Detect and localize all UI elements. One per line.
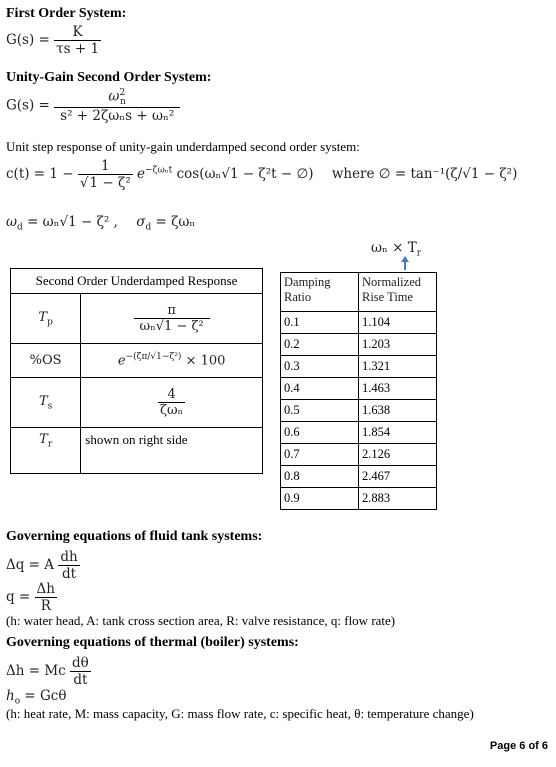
num-sup: 2 [119,88,126,98]
damping-ratio-cell: 0.3 [281,356,359,378]
step-cos-part: cos(ωₙ√1 − ζ²t − ∅) [176,166,314,182]
annotation-sub: r [416,248,422,259]
fluid-eq1-lhs: Δq = A [6,557,55,573]
rise-time-row [281,466,437,488]
second-order-fraction [54,88,180,124]
rise-time-cell: 2.883 [359,488,437,510]
damping-ratio-cell: 0.4 [281,378,359,400]
tp-symbol: T [38,309,48,325]
rise-time-row [281,334,437,356]
tp-num: π [167,303,176,318]
wd-rest: = ωₙ√1 − ζ² , [22,214,118,230]
second-order-num [54,88,180,107]
tp-sub: p [47,317,53,328]
thermal-eq2-h: h [6,688,15,704]
damping-ratio-cell: 0.9 [281,488,359,510]
rise-time-cell: 1.321 [359,356,437,378]
rise-time-cell: 1.463 [359,378,437,400]
first-order-num: K [72,24,83,40]
damping-ratio-cell: 0.2 [281,334,359,356]
os-label: %OS [11,344,81,378]
sd-term: $\sigma_d = \zeta\omega_n$ [136,214,196,233]
step-frac-den: √1 − ζ² [79,175,131,191]
page-number: Page 6 of 6 [489,740,548,752]
num-sub: n [120,97,126,108]
omega-n: ω [108,88,120,105]
tp-label [11,294,81,344]
ts-num: 4 [167,387,176,402]
first-order-lhs: G(s) = [6,32,50,48]
damping-ratio-cell: 0.6 [281,422,359,444]
tr-sub: r [47,439,53,450]
first-order-fraction [54,24,101,57]
thermal-eq2-sub: o [14,696,21,707]
rise-time-table [280,272,437,510]
fluid-eq2 [6,581,57,614]
sd-symbol: σ [136,214,146,230]
fluid-note: (h: water head, A: tank cross section area, R: valve resistance, q: flow rate) [6,613,396,628]
ts-sub: s [47,401,53,412]
tr-formula: shown on right side [81,428,263,474]
os-exp: −(ζπ/√1−ζ²) [125,352,182,363]
second-order-den: s² + 2ζωₙs + ωₙ² [54,107,180,124]
rise-time-row [281,378,437,400]
rise-time-cell: 2.467 [359,466,437,488]
rise-time-row [281,312,437,334]
left-table-header: Second Order Underdamped Response [11,269,263,294]
step-fraction [78,158,133,191]
step-response-intro: Unit step response of unity-gain underdamped second order system: [6,139,360,154]
fluid-eq1-num: dh [60,549,78,565]
rise-time-row [281,488,437,510]
fluid-eq2-num: Δh [36,581,55,597]
thermal-eq1-den: dt [70,671,91,688]
step-exp-term: $e^{-\zeta\omega_nt}$ [137,165,173,182]
thermal-eq1 [6,655,91,688]
second-order-heading: Unity-Gain Second Order System: [6,70,212,85]
damping-ratio-header: Damping Ratio [281,273,359,312]
damping-ratio-cell: 0.1 [281,312,359,334]
rise-time-row [281,422,437,444]
underdamped-response-table [10,268,263,474]
fluid-eq1-den: dt [58,565,79,582]
thermal-heading: Governing equations of thermal (boiler) systems: [6,635,299,650]
step-where: where ∅ = tan⁻¹(ζ/√1 − ζ²) [331,166,518,182]
rise-time-cell: 1.854 [359,422,437,444]
tr-symbol: T [39,432,48,447]
os-formula [81,344,263,378]
normalized-rise-time-header: Normalized Rise Time [359,273,437,312]
step-exp: −ζωₙt [145,165,173,176]
step-response-equation [6,158,517,191]
second-order-lhs: G(s) = [6,97,50,114]
damping-ratio-cell: 0.7 [281,444,359,466]
ts-symbol: T [38,393,48,409]
os-e: e [117,353,126,369]
rise-time-cell: 2.126 [359,444,437,466]
wd-sub: d [17,222,23,233]
rise-time-row [281,400,437,422]
first-order-heading: First Order System: [6,6,127,21]
fluid-eq2-den: R [35,597,57,614]
wd-symbol: ω [6,214,18,230]
ts-formula [81,378,263,428]
freq-definitions [6,214,195,233]
fluid-eq1 [6,549,80,582]
arrow-up-icon [401,256,409,270]
damping-ratio-cell: 0.8 [281,466,359,488]
annotation-text: ωₙ × T [371,240,417,256]
os-tail: × 100 [181,353,226,369]
step-frac-den-root: 1 − ζ² [89,175,131,191]
rise-time-row [281,356,437,378]
rise-time-cell: 1.638 [359,400,437,422]
ts-label [11,378,81,428]
thermal-eq1-lhs: Δh = Mc [6,663,66,679]
thermal-eq2-rest: = Gcθ [20,688,67,704]
first-order-equation [6,24,101,57]
thermal-eq1-num: dθ [72,655,89,671]
tp-den: ωₙ√1 − ζ² [134,318,210,334]
damping-ratio-cell: 0.5 [281,400,359,422]
tp-formula [81,294,263,344]
rise-time-row [281,444,437,466]
step-lhs: c(t) = 1 − [6,166,74,182]
fluid-heading: Governing equations of fluid tank systems: [6,529,263,544]
sd-rest: = ζωₙ [151,214,196,230]
rise-time-cell: 1.104 [359,312,437,334]
thermal-eq2 [6,688,67,707]
ts-den: ζωₙ [160,403,184,418]
thermal-note: (h: heat rate, M: mass capacity, G: mass flow rate, c: specific heat, θ: temperature change) [6,706,474,721]
tr-label [11,428,81,474]
step-frac-num: 1 [101,158,110,174]
rise-time-cell: 1.203 [359,334,437,356]
second-order-equation [6,88,180,124]
fluid-eq2-lhs: q = [6,589,31,605]
rise-time-annotation [371,240,421,259]
first-order-den: τs + 1 [56,41,100,57]
